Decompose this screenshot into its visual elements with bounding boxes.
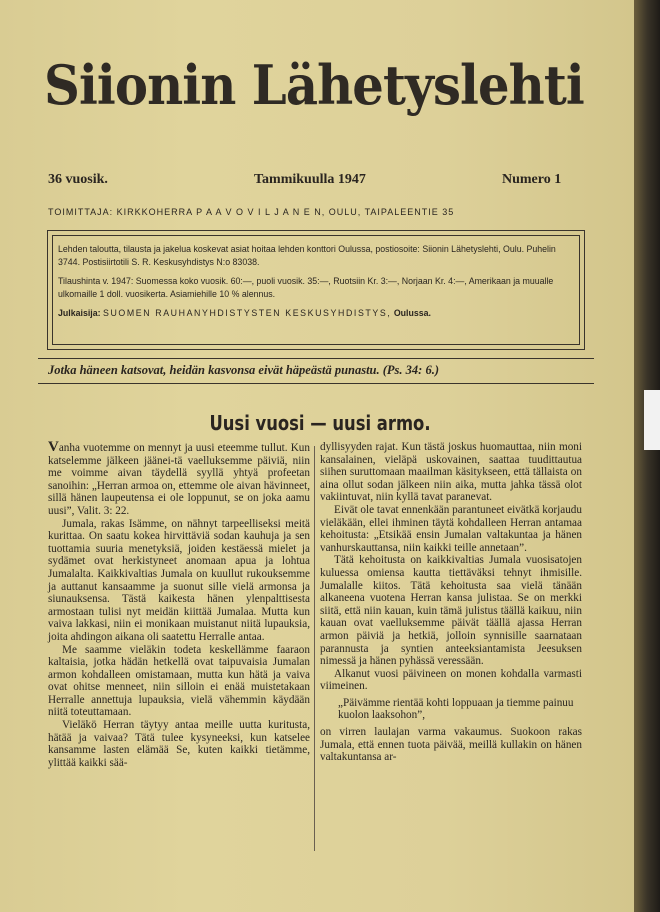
motto-top-rule	[38, 358, 594, 359]
article-paragraph: on virren laulajan varma vakaumus. Suokoon rakas Jumala, että ennen tuota päivää, meillä kullakin on hänen valtakuntansa ar-	[320, 726, 582, 764]
article-paragraph: Eivät ole tavat ennenkään parantuneet eivätkä korjaudu vieläkään, ellei ihminen täytä kohdalleen Herran antamaa kehoitusta: „Etsikää ensin Jumalan valtakuntaa ja hänen vanhurskauttansa, niin kaikki teille annetaan”.	[320, 503, 582, 554]
drop-cap: V	[48, 439, 59, 455]
book-binding	[634, 0, 660, 912]
article-paragraph: Jumala, rakas Isämme, on nähnyt tarpeelliseksi meitä kurittaa. On saatu kokea hirvittäviä sodan kauhuja ja sen tuottamia suuria menetyksiä, joiden kestäessä mielet ja sydämet ovat herkistyneet anomaan apua ja lohtua Jumalalta. Kaikkivaltias Jumala on kuullut rukouksemme ja auttanut kansaamme ja suonut sille vielä armonsa ja siunauksensa. Tästä kaikesta hänen ylenpalttisesta armostaan tulisi nyt meidän kiittää Jumalaa. Mutta kun vaiva lakkasi, niin ei monikaan muistanut niitä lupauksia, joita ahdingon aikana oli saatettu Herralle antaa.	[48, 517, 310, 643]
issue-number: Numero 1	[502, 172, 562, 187]
publisher-line	[58, 307, 574, 320]
volume-label: 36 vuosik.	[48, 172, 108, 187]
column-divider	[314, 446, 315, 851]
article-headline: Uusi vuosi — uusi armo.	[209, 411, 431, 435]
article-paragraph: Vieläkö Herran täytyy antaa meille uutta kuritusta, hätää ja vaivaa? Tätä tulee kysyneeksi, kun katselee kansamme lasten elämää Se, kuten kaikki tietämme, ylittää kaikki sää-	[48, 719, 310, 769]
masthead-title: Siionin Lähetyslehti	[44, 53, 584, 117]
issue-date: Tammikuulla 1947	[254, 172, 366, 187]
publisher-label: Julkaisija:	[58, 308, 101, 318]
article-column-left	[48, 441, 310, 769]
article-paragraph: Tätä kehoitusta on kaikkivaltias Jumala vuosisatojen kuluessa omiensa kautta tiettäväksi tehnyt ihmisille. Jumalalle kiitos. Tätä kehoitusta saa vielä tänään alkaneena vuotena Herran kansa julistaa. Se on merkki siitä, että niin kauan, kuin tämä julistus täällä kaikuu, niin kauan ovat vaelluksemme päivät täällä ajassa Herran armon päiviä ja hetkiä, jolloin synnisille saarnataan parannusta ja syntien anteeksiantamista Jeesuksen nimessä ja hänen pyhässä veressään.	[320, 554, 582, 668]
article-paragraph: Alkanut vuosi päivineen on monen kohdalla varmasti viimeinen.	[320, 667, 582, 693]
publisher-name: SUOMEN RAUHANYHDISTYSTEN KESKUSYHDISTYS,	[103, 308, 392, 318]
article-paragraph: Vanha vuotemme on mennyt ja uusi eteemme tullut. Kun katselemme jälkeen jäänei-tä vaelluksemme päiviä, niin me voimme aivan täydellä syyllä yhtyä profeetan sanoihin: „Herran armoa on, ettemme ole aivan hävinneet, sillä hänen laupeutensa ei ole loppunut, se on joka aamu uusi”, Valit. 3: 22.	[48, 439, 310, 517]
editor-line: TOIMITTAJA: KIRKKOHERRA P A A V O V I L J A N E N, OULU, TAIPALEENTIE 35	[48, 207, 455, 217]
article-paragraph: Me saamme vieläkin todeta keskellämme faaraon kaltaisia, jotka hädän hetkellä ovat taipuvaisia Jumalan armon kohdalleen omistamaan, mutta kun hätä ja vaiva ovat ohitse menneet, niin silloin ei enää muistetakaan Herralle annettuja lupauksia, vielä vähemmin käydään niitä toteuttamaan.	[48, 643, 310, 719]
subscription-info-box	[47, 230, 585, 350]
subscription-price: Tilaushinta v. 1947: Suomessa koko vuosik. 60:—, puoli vuosik. 35:—, Ruotsiin Kr. 3:—, Norjaan Kr. 4:—, Amerikaan ja muualle ulkomaille 1 doll. vuosikerta. Asiamiehille 10 % alennus.	[58, 276, 554, 299]
issue-line	[48, 172, 588, 194]
hymn-quote: „Päivämme rientää kohti loppuaan ja tiemme painuu kuolon laaksohon”,	[338, 696, 574, 722]
office-info: Lehden taloutta, tilausta ja jakelua koskevat asiat hoitaa lehden konttori Oulussa, postiosoite: Siionin Lähetyslehti, Oulu. Puhelin 3744. Postisiirtotili S. R. Keskusyhdistys N:o 83038.	[58, 244, 556, 267]
bible-motto: Jotka häneen katsovat, heidän kasvonsa eivät häpeästä punastu. (Ps. 34: 6.)	[48, 363, 439, 377]
background-gap	[644, 390, 660, 450]
article-paragraph: dyllisyyden rajat. Kun tästä joskus huomauttaa, niin moni kansalainen, vieläpä uskovainen, saattaa tuudittautua siihen suruttomaan maailman käsitykseen, että tällaista on aina ollut sodan jälkeen niin aika, mutta jahka tässä olot vakiintuvat, niin kyllä tavat paranevat.	[320, 441, 582, 504]
motto-bottom-rule	[38, 383, 594, 384]
article-column-right	[320, 441, 582, 764]
publisher-city: Oulussa.	[393, 308, 431, 318]
